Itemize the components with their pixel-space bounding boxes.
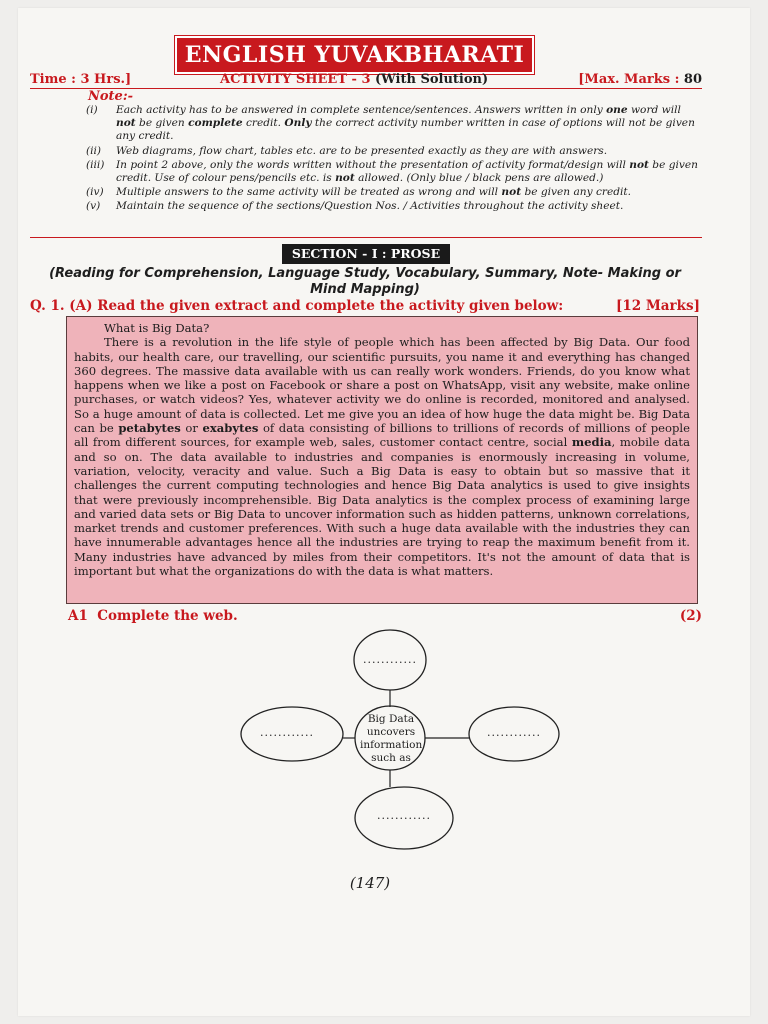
blank-right: ............ xyxy=(487,726,541,739)
question-number: Q. 1. (A) xyxy=(30,298,93,314)
reading-passage xyxy=(66,316,698,604)
page-number: (147) xyxy=(349,874,391,892)
notes-divider xyxy=(30,237,702,238)
notes-list xyxy=(86,104,702,215)
note-item: (v) Maintain the sequence of the sections/Question Nos. / Activities throughout the activity sheet. xyxy=(86,200,624,213)
note-item: (iv) Multiple answers to the same activity will be treated as wrong and will not be given any credit. xyxy=(86,186,632,199)
max-marks: [Max. Marks : 80 xyxy=(578,72,702,87)
activity-text: Complete the web. xyxy=(97,608,238,624)
note-item: (ii) Web diagrams, flow chart, tables etc. are to be presented exactly as they are with answers. xyxy=(86,144,608,157)
section-subtitle: (Reading for Comprehension, Language Study, Vocabulary, Summary, Note- Making or Mind Mapping) xyxy=(49,266,681,297)
sheet-title: ACTIVITY SHEET - 3 (With Solution) xyxy=(220,72,489,87)
banner-title: ENGLISH YUVAKBHARATI xyxy=(175,36,534,74)
question-text: Read the given extract and complete the activity given below: xyxy=(97,298,564,314)
time-label: Time : 3 Hrs.] xyxy=(30,72,132,87)
activity-line xyxy=(68,608,702,624)
question-line xyxy=(30,298,702,314)
passage-body: There is a revolution in the life style of people which has been affected by Big Data. Our food habits, our health care, our travelling, our scientific pursuits, you name it and everything has changed 360 degrees. The massive data available with us can really work wonders. Friends, do you know what happens when we like a post on Facebook or share a post on WhatsApp, visit any website, make online purchases, or watch videos? Yes, whatever activity we do online is recorded, monitored and analysed. So a huge amount of data is collected. Let me give you an idea of how huge the data might be. Big Data can be petabytes or exabytes of data consisting of billions to trillions of records of millions of people all from different sources, for example web, sales, customer contact centre, social media, mobile data and so on. The data available to industries and companies is enormously increasing in volume, variation, velocity, veracity and value. Such a Big Data is easy to obtain but so massive that it challenges the current computing technologies and hence Big Data analytics is used to give insights that were previously incomprehensible. Big Data analytics is the complex process of examining large and varied data sets or Big Data to uncover information such as hidden patterns, unknown correlations, market trends and customer preferences. With such a huge data available with the industries they can have innumerable advantages hence all the industries are trying to reap the maximum benefit from it. Many industries have advanced by miles from their competitors. It's not the amount of data that is important but what the organizations do with the data is what matters. xyxy=(74,335,690,579)
note-item: (iii) In point 2 above, only the words written without the presentation of activity format/design will not be given credit. Use of colour pens/pencils etc. is not allowed. (Only blue / black pens are allowed.) xyxy=(86,158,698,185)
blank-top: ............ xyxy=(363,653,417,666)
blank-left: ............ xyxy=(260,726,314,739)
section-heading: SECTION - I : PROSE xyxy=(282,244,450,264)
passage-title: What is Big Data? xyxy=(104,321,210,335)
blank-bottom: ............ xyxy=(377,809,431,822)
question-marks: [12 Marks] xyxy=(615,298,700,314)
activity-label: A1 xyxy=(68,608,88,624)
activity-marks: (2) xyxy=(679,608,702,624)
web-center-label: Big Data uncovers information such as xyxy=(360,713,423,764)
note-label: Note:- xyxy=(88,89,134,104)
note-item: (i) Each activity has to be answered in complete sentence/sentences. Answers written in only one word will not be given complete credit. Only the correct activity number written in case of options will not be given any credit. xyxy=(86,104,695,143)
